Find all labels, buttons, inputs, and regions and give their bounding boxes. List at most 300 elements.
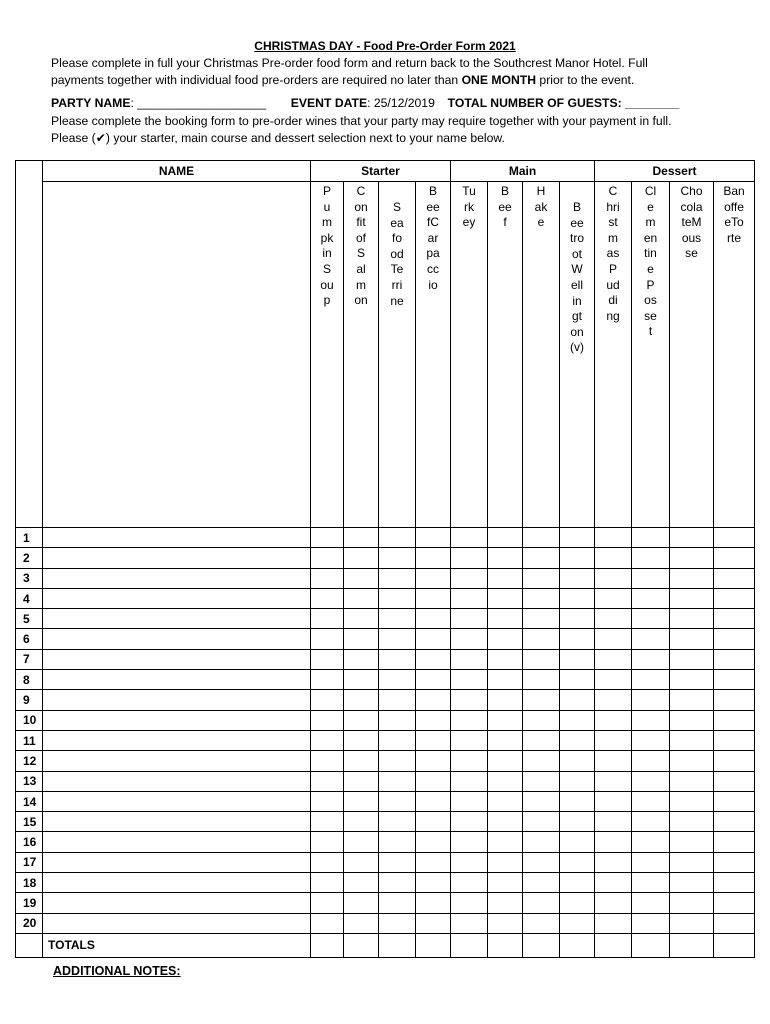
selection-cell[interactable]	[595, 893, 632, 913]
selection-cell[interactable]	[451, 629, 488, 649]
total-cell[interactable]	[311, 933, 344, 957]
selection-cell[interactable]	[311, 771, 344, 791]
selection-cell[interactable]	[416, 609, 451, 629]
selection-cell[interactable]	[523, 913, 560, 933]
row-number: 12	[16, 751, 43, 771]
selection-cell[interactable]	[488, 548, 523, 568]
selection-cell[interactable]	[451, 812, 488, 832]
selection-cell[interactable]	[416, 588, 451, 608]
selection-cell[interactable]	[311, 588, 344, 608]
selection-cell[interactable]	[451, 791, 488, 811]
selection-cell[interactable]	[488, 690, 523, 710]
selection-cell[interactable]	[451, 771, 488, 791]
selection-cell[interactable]	[311, 873, 344, 893]
selection-cell[interactable]	[311, 670, 344, 690]
selection-cell[interactable]	[416, 730, 451, 750]
selection-cell[interactable]	[379, 751, 416, 771]
guest-name-cell[interactable]	[43, 893, 311, 913]
selection-cell[interactable]	[488, 629, 523, 649]
selection-cell[interactable]	[632, 893, 670, 913]
selection-cell[interactable]	[595, 791, 632, 811]
selection-cell[interactable]	[670, 528, 714, 548]
selection-cell[interactable]	[416, 649, 451, 669]
selection-cell[interactable]	[416, 548, 451, 568]
selection-cell[interactable]	[632, 791, 670, 811]
selection-cell[interactable]	[560, 588, 595, 608]
selection-cell[interactable]	[595, 548, 632, 568]
total-cell[interactable]	[379, 933, 416, 957]
selection-cell[interactable]	[523, 670, 560, 690]
selection-cell[interactable]	[595, 629, 632, 649]
selection-cell[interactable]	[416, 690, 451, 710]
guest-name-cell[interactable]	[43, 649, 311, 669]
selection-cell[interactable]	[595, 751, 632, 771]
selection-cell[interactable]	[670, 913, 714, 933]
intro-deadline: ONE MONTH	[461, 73, 537, 87]
selection-cell[interactable]	[311, 730, 344, 750]
guest-name-cell[interactable]	[43, 710, 311, 730]
selection-cell[interactable]	[488, 873, 523, 893]
selection-cell[interactable]	[595, 568, 632, 588]
selection-cell[interactable]	[379, 588, 416, 608]
instruction-line-1: Please complete the booking form to pre-order wines that your party may require together with your payment in full.	[51, 114, 672, 128]
guest-name-cell[interactable]	[43, 852, 311, 872]
selection-cell[interactable]	[488, 670, 523, 690]
party-name-field[interactable]: : ___________________	[130, 96, 267, 110]
intro-text-c: prior to the event.	[536, 73, 635, 87]
guest-name-cell[interactable]	[43, 609, 311, 629]
selection-cell[interactable]	[311, 609, 344, 629]
selection-cell[interactable]	[714, 873, 755, 893]
selection-cell[interactable]	[670, 852, 714, 872]
total-cell[interactable]	[416, 933, 451, 957]
selection-cell[interactable]	[488, 730, 523, 750]
selection-cell[interactable]	[670, 812, 714, 832]
selection-cell[interactable]	[416, 710, 451, 730]
selection-cell[interactable]	[560, 609, 595, 629]
selection-cell[interactable]	[379, 893, 416, 913]
guest-name-cell[interactable]	[43, 832, 311, 852]
selection-cell[interactable]	[714, 751, 755, 771]
selection-cell[interactable]	[311, 893, 344, 913]
selection-cell[interactable]	[451, 832, 488, 852]
selection-cell[interactable]	[416, 873, 451, 893]
selection-cell[interactable]	[632, 568, 670, 588]
row-number: 10	[16, 710, 43, 730]
selection-cell[interactable]	[344, 548, 379, 568]
selection-cell[interactable]	[451, 568, 488, 588]
selection-cell[interactable]	[416, 852, 451, 872]
selection-cell[interactable]	[560, 649, 595, 669]
selection-cell[interactable]	[714, 670, 755, 690]
selection-cell[interactable]	[523, 791, 560, 811]
selection-cell[interactable]	[560, 528, 595, 548]
total-cell[interactable]	[632, 933, 670, 957]
selection-cell[interactable]	[488, 649, 523, 669]
selection-cell[interactable]	[523, 832, 560, 852]
selection-cell[interactable]	[488, 812, 523, 832]
selection-cell[interactable]	[344, 812, 379, 832]
selection-cell[interactable]	[595, 812, 632, 832]
selection-cell[interactable]	[416, 670, 451, 690]
selection-cell[interactable]	[379, 670, 416, 690]
selection-cell[interactable]	[311, 649, 344, 669]
selection-cell[interactable]	[344, 568, 379, 588]
guest-row	[16, 649, 755, 669]
selection-cell[interactable]	[560, 730, 595, 750]
selection-cell[interactable]	[451, 751, 488, 771]
selection-cell[interactable]	[632, 588, 670, 608]
selection-cell[interactable]	[488, 832, 523, 852]
selection-cell[interactable]	[670, 568, 714, 588]
selection-cell[interactable]	[560, 812, 595, 832]
selection-cell[interactable]	[670, 710, 714, 730]
selection-cell[interactable]	[595, 852, 632, 872]
selection-cell[interactable]	[595, 832, 632, 852]
selection-cell[interactable]	[344, 832, 379, 852]
selection-cell[interactable]	[311, 791, 344, 811]
total-cell[interactable]	[560, 933, 595, 957]
selection-cell[interactable]	[379, 913, 416, 933]
selection-cell[interactable]	[523, 771, 560, 791]
selection-cell[interactable]	[595, 873, 632, 893]
selection-cell[interactable]	[714, 528, 755, 548]
selection-cell[interactable]	[344, 670, 379, 690]
selection-cell[interactable]	[670, 629, 714, 649]
selection-cell[interactable]	[714, 913, 755, 933]
main-header: Main	[451, 161, 595, 182]
row-number-header	[16, 161, 43, 528]
selection-cell[interactable]	[379, 710, 416, 730]
selection-cell[interactable]	[560, 629, 595, 649]
selection-cell[interactable]	[451, 609, 488, 629]
selection-cell[interactable]	[670, 690, 714, 710]
guest-row	[16, 751, 755, 771]
selection-cell[interactable]	[379, 649, 416, 669]
selection-cell[interactable]	[451, 649, 488, 669]
selection-cell[interactable]	[632, 852, 670, 872]
selection-cell[interactable]	[344, 588, 379, 608]
selection-cell[interactable]	[595, 710, 632, 730]
selection-cell[interactable]	[451, 913, 488, 933]
selection-cell[interactable]	[523, 588, 560, 608]
selection-cell[interactable]	[379, 609, 416, 629]
selection-cell[interactable]	[344, 710, 379, 730]
selection-cell[interactable]	[488, 568, 523, 588]
selection-cell[interactable]	[311, 629, 344, 649]
selection-cell[interactable]	[632, 629, 670, 649]
selection-cell[interactable]	[632, 913, 670, 933]
selection-cell[interactable]	[488, 913, 523, 933]
selection-cell[interactable]	[670, 588, 714, 608]
selection-cell[interactable]	[523, 629, 560, 649]
selection-cell[interactable]	[451, 710, 488, 730]
selection-cell[interactable]	[488, 609, 523, 629]
selection-cell[interactable]	[488, 588, 523, 608]
selection-cell[interactable]	[344, 913, 379, 933]
selection-cell[interactable]	[560, 690, 595, 710]
selection-cell[interactable]	[595, 670, 632, 690]
selection-cell[interactable]	[451, 548, 488, 568]
selection-cell[interactable]	[714, 791, 755, 811]
selection-cell[interactable]	[311, 812, 344, 832]
selection-cell[interactable]	[632, 548, 670, 568]
selection-cell[interactable]	[379, 548, 416, 568]
dish-header	[670, 182, 714, 528]
selection-cell[interactable]	[523, 751, 560, 771]
selection-cell[interactable]	[311, 568, 344, 588]
selection-cell[interactable]	[311, 710, 344, 730]
selection-cell[interactable]	[344, 852, 379, 872]
selection-cell[interactable]	[595, 690, 632, 710]
selection-cell[interactable]	[632, 730, 670, 750]
selection-cell[interactable]	[632, 710, 670, 730]
selection-cell[interactable]	[523, 528, 560, 548]
selection-cell[interactable]	[714, 852, 755, 872]
total-cell[interactable]	[670, 933, 714, 957]
selection-cell[interactable]	[344, 528, 379, 548]
selection-cell[interactable]	[714, 690, 755, 710]
guest-row	[16, 873, 755, 893]
selection-cell[interactable]	[311, 690, 344, 710]
selection-cell[interactable]	[416, 812, 451, 832]
selection-cell[interactable]	[595, 730, 632, 750]
selection-cell[interactable]	[379, 873, 416, 893]
selection-cell[interactable]	[311, 832, 344, 852]
guest-row	[16, 568, 755, 588]
name-column-spacer	[43, 182, 311, 528]
total-cell[interactable]	[488, 933, 523, 957]
selection-cell[interactable]	[488, 893, 523, 913]
selection-cell[interactable]	[560, 751, 595, 771]
guest-name-cell[interactable]	[43, 548, 311, 568]
selection-cell[interactable]	[595, 771, 632, 791]
selection-cell[interactable]	[488, 771, 523, 791]
selection-cell[interactable]	[670, 751, 714, 771]
selection-cell[interactable]	[670, 548, 714, 568]
selection-cell[interactable]	[379, 568, 416, 588]
selection-cell[interactable]	[416, 528, 451, 548]
guest-row	[16, 710, 755, 730]
selection-cell[interactable]	[670, 730, 714, 750]
selection-cell[interactable]	[451, 670, 488, 690]
selection-cell[interactable]	[523, 649, 560, 669]
selection-cell[interactable]	[632, 670, 670, 690]
selection-cell[interactable]	[714, 649, 755, 669]
total-cell[interactable]	[595, 933, 632, 957]
guest-name-cell[interactable]	[43, 812, 311, 832]
selection-cell[interactable]	[714, 893, 755, 913]
selection-cell[interactable]	[632, 812, 670, 832]
selection-cell[interactable]	[379, 629, 416, 649]
selection-cell[interactable]	[632, 690, 670, 710]
selection-cell[interactable]	[670, 649, 714, 669]
name-header: NAME	[43, 161, 311, 182]
selection-cell[interactable]	[416, 629, 451, 649]
selection-cell[interactable]	[523, 812, 560, 832]
selection-cell[interactable]	[560, 771, 595, 791]
selection-cell[interactable]	[714, 771, 755, 791]
selection-cell[interactable]	[595, 528, 632, 548]
total-cell[interactable]	[344, 933, 379, 957]
selection-cell[interactable]	[523, 730, 560, 750]
total-cell[interactable]	[523, 933, 560, 957]
guest-name-cell[interactable]	[43, 873, 311, 893]
selection-cell[interactable]	[379, 528, 416, 548]
selection-cell[interactable]	[311, 548, 344, 568]
total-cell[interactable]	[451, 933, 488, 957]
selection-cell[interactable]	[560, 568, 595, 588]
selection-cell[interactable]	[560, 791, 595, 811]
selection-cell[interactable]	[488, 751, 523, 771]
guest-name-cell[interactable]	[43, 751, 311, 771]
selection-cell[interactable]	[632, 649, 670, 669]
selection-cell[interactable]	[560, 913, 595, 933]
selection-cell[interactable]	[344, 690, 379, 710]
selection-cell[interactable]	[344, 771, 379, 791]
selection-cell[interactable]	[416, 791, 451, 811]
selection-cell[interactable]	[595, 588, 632, 608]
dish-name: BeetrootWellington(v)	[570, 200, 585, 355]
selection-cell[interactable]	[632, 609, 670, 629]
selection-cell[interactable]	[311, 913, 344, 933]
selection-cell[interactable]	[632, 832, 670, 852]
selection-cell[interactable]	[344, 751, 379, 771]
dish-header	[344, 182, 379, 528]
selection-cell[interactable]	[670, 609, 714, 629]
guest-name-cell[interactable]	[43, 771, 311, 791]
selection-cell[interactable]	[670, 893, 714, 913]
selection-cell[interactable]	[560, 548, 595, 568]
selection-cell[interactable]	[523, 690, 560, 710]
selection-cell[interactable]	[379, 852, 416, 872]
row-number: 14	[16, 791, 43, 811]
selection-cell[interactable]	[311, 528, 344, 548]
selection-cell[interactable]	[488, 528, 523, 548]
selection-cell[interactable]	[523, 548, 560, 568]
guest-name-cell[interactable]	[43, 730, 311, 750]
selection-cell[interactable]	[595, 913, 632, 933]
intro-text-a: payments together with individual food pre-orders are required no later than	[51, 73, 462, 87]
selection-cell[interactable]	[523, 852, 560, 872]
selection-cell[interactable]	[416, 568, 451, 588]
guests-label[interactable]: TOTAL NUMBER OF GUESTS: ________	[447, 96, 680, 110]
selection-cell[interactable]	[714, 548, 755, 568]
total-cell[interactable]	[714, 933, 755, 957]
selection-cell[interactable]	[379, 771, 416, 791]
selection-cell[interactable]	[595, 609, 632, 629]
dish-header	[632, 182, 670, 528]
guest-name-cell[interactable]	[43, 629, 311, 649]
selection-cell[interactable]	[560, 852, 595, 872]
guest-row	[16, 893, 755, 913]
selection-cell[interactable]	[379, 730, 416, 750]
guest-name-cell[interactable]	[43, 913, 311, 933]
selection-cell[interactable]	[714, 588, 755, 608]
guest-name-cell[interactable]	[43, 791, 311, 811]
selection-cell[interactable]	[560, 873, 595, 893]
selection-cell[interactable]	[451, 893, 488, 913]
selection-cell[interactable]	[311, 852, 344, 872]
selection-cell[interactable]	[451, 588, 488, 608]
selection-cell[interactable]	[714, 609, 755, 629]
guest-name-cell[interactable]	[43, 528, 311, 548]
selection-cell[interactable]	[344, 873, 379, 893]
selection-cell[interactable]	[311, 751, 344, 771]
dish-name: BanoffeeTorte	[723, 184, 745, 245]
selection-cell[interactable]	[714, 568, 755, 588]
selection-cell[interactable]	[379, 832, 416, 852]
selection-cell[interactable]	[344, 649, 379, 669]
selection-cell[interactable]	[344, 893, 379, 913]
selection-cell[interactable]	[670, 791, 714, 811]
selection-cell[interactable]	[344, 791, 379, 811]
guest-name-cell[interactable]	[43, 568, 311, 588]
selection-cell[interactable]	[451, 528, 488, 548]
selection-cell[interactable]	[670, 670, 714, 690]
guest-name-cell[interactable]	[43, 670, 311, 690]
selection-cell[interactable]	[632, 528, 670, 548]
selection-cell[interactable]	[632, 771, 670, 791]
selection-cell[interactable]	[560, 893, 595, 913]
selection-cell[interactable]	[560, 670, 595, 690]
selection-cell[interactable]	[379, 690, 416, 710]
selection-cell[interactable]	[670, 873, 714, 893]
selection-cell[interactable]	[523, 893, 560, 913]
selection-cell[interactable]	[344, 629, 379, 649]
selection-cell[interactable]	[488, 710, 523, 730]
selection-cell[interactable]	[416, 832, 451, 852]
selection-cell[interactable]	[416, 893, 451, 913]
selection-cell[interactable]	[488, 791, 523, 811]
dish-header	[451, 182, 488, 528]
selection-cell[interactable]	[523, 873, 560, 893]
selection-cell[interactable]	[670, 832, 714, 852]
selection-cell[interactable]	[379, 791, 416, 811]
selection-cell[interactable]	[451, 873, 488, 893]
row-number: 8	[16, 670, 43, 690]
selection-cell[interactable]	[379, 812, 416, 832]
selection-cell[interactable]	[451, 730, 488, 750]
selection-cell[interactable]	[344, 730, 379, 750]
selection-cell[interactable]	[714, 832, 755, 852]
selection-cell[interactable]	[488, 852, 523, 872]
selection-cell[interactable]	[416, 771, 451, 791]
selection-cell[interactable]	[714, 710, 755, 730]
selection-cell[interactable]	[344, 609, 379, 629]
selection-cell[interactable]	[451, 690, 488, 710]
selection-cell[interactable]	[595, 649, 632, 669]
selection-cell[interactable]	[523, 609, 560, 629]
selection-cell[interactable]	[560, 832, 595, 852]
selection-cell[interactable]	[523, 568, 560, 588]
selection-cell[interactable]	[416, 751, 451, 771]
guest-name-cell[interactable]	[43, 588, 311, 608]
guest-name-cell[interactable]	[43, 690, 311, 710]
selection-cell[interactable]	[714, 629, 755, 649]
selection-cell[interactable]	[632, 751, 670, 771]
selection-cell[interactable]	[714, 730, 755, 750]
selection-cell[interactable]	[416, 913, 451, 933]
selection-cell[interactable]	[523, 710, 560, 730]
selection-cell[interactable]	[451, 852, 488, 872]
selection-cell[interactable]	[560, 710, 595, 730]
selection-cell[interactable]	[632, 873, 670, 893]
selection-cell[interactable]	[714, 812, 755, 832]
dish-name: BeefCarpaccio	[426, 184, 440, 292]
selection-cell[interactable]	[670, 771, 714, 791]
event-date-value: : 25/12/2019	[367, 96, 435, 110]
